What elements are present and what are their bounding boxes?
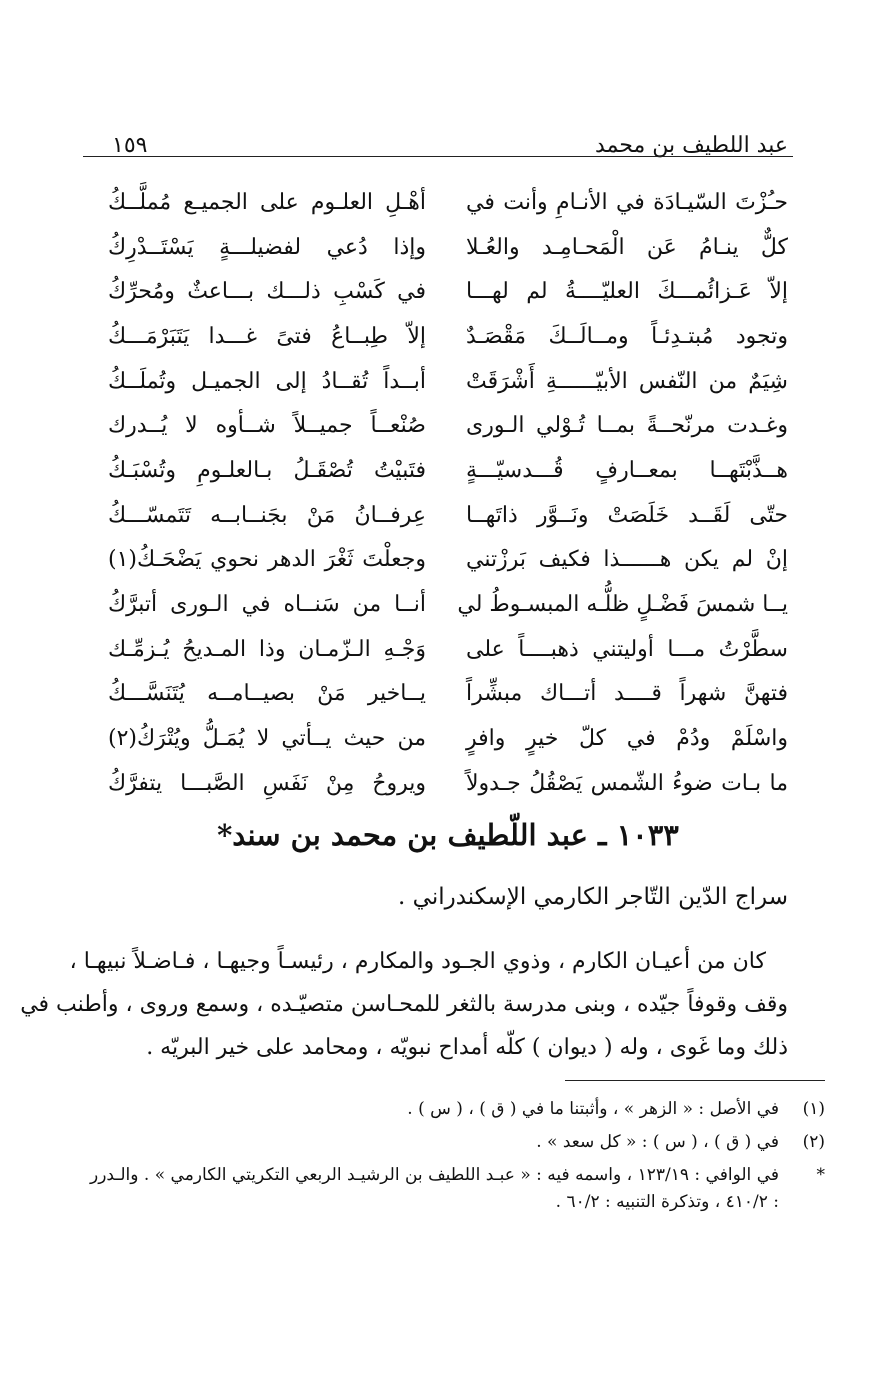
verse-second-hemistich: في كَسْبِ ذلـــك بـــاعثٌ ومُحرِّكُ [108,279,426,305]
verse [108,180,788,225]
verse-first-hemistich: فتهنَّ شهراً قــــد أتـــاك مبشِّراً [466,681,788,707]
verse-first-hemistich: إلاّ عَـزائُمـــكَ العليّــــةُ لم لهـــا [466,279,788,305]
header-rule [83,156,793,157]
verse-first-hemistich: وغـدت مرنّحــةً بمــا تُـوْلي الـورى [466,413,788,439]
verse [108,448,788,493]
footnote [90,1162,825,1216]
biography-body [20,940,788,1069]
verse-first-hemistich: وتجود مُبتـدِئـاً ومــالَــكَ مَقْصَـدٌ [466,323,788,349]
verse-second-hemistich: وَجْـهِ الـزّمـان وذا المـديحُ يُـزمِّـك [108,636,426,662]
footnote-rule [565,1080,825,1081]
verse-first-hemistich: ما بـات ضوءُ الشّمس يَصْقُلُ جـدولاً [466,770,788,796]
verse-second-hemistich: إلاّ طِبــاعُ فتىً غـــدا يَتَبَرْمَـــكُ [108,323,426,349]
verse-first-hemistich: حتّى لَقَــد خَلَصَتْ ونَــوَّر ذاتَهــا [466,502,788,528]
verse [108,672,788,717]
verse-second-hemistich: وجعلْتَ ثَغْرَ الدهر نحوي يَضْحَـكُ(١) [108,547,426,573]
verse [108,269,788,314]
biography-line: وقف وقوفاً جيّده ، وبنى مدرسة بالثغر للمحـاسن متصيّـده ، وسمع وروى ، وأطنب في [20,992,788,1017]
verse-first-hemistich: يــا شمسَ فَضْـلٍ ظلُّـه المبسـوطُ لي [457,592,788,618]
biography-line: كان من أعيـان الكارم ، وذوي الجـود والمكارم ، رئيسـاً وجيهـا ، فـاضـلاً نبيهـا ، [69,949,766,974]
footnote-text: في الوافي : ١٢٣/١٩ ، واسمه فيه : « عبـد اللطيف بن الرشيـد الربعي التكريتي الكارمي » . والـدرر : ٤١٠/٢ ، وتذكرة التنبيه : ٦٠/٢ . [90,1165,779,1212]
verse [108,314,788,359]
biography-line: ذلك وما غَوى ، وله ( ديوان ) كلّه أمداح نبويّه ، ومحامد على خير البريّه . [146,1035,788,1060]
verse-second-hemistich: ويروحُ مِنْ نَفَسِ الصَّبـــا يتفرَّكُ [108,770,426,796]
running-title: عبد اللطيف بن محمد [595,133,788,158]
verse-second-hemistich: صُنْعــاً جميــلاً شــأوه لا يُــدرك [108,413,426,439]
verse-second-hemistich: أنــا من سَنــاه في الـورى أتبرَّكُ [108,592,426,618]
footnote-text: في الأصل : « الزهر » ، وأثبتنا ما في ( ق ) ، ( س ) . [407,1099,779,1119]
verse [108,359,788,404]
verse [108,716,788,761]
footnote-text: في ( ق ) ، ( س ) : « كل سعد » . [536,1132,779,1152]
verse-first-hemistich: هــذَّبْتَهــا بمعــارفٍ قُـــدسيّـــةٍ [466,457,788,483]
footnote [90,1096,825,1123]
verse-second-hemistich: أهْـلِ العلـوم على الجميـع مُملَّــكُ [108,189,426,215]
verse-second-hemistich: أبــداً تُقــادُ إلى الجميـل وتُملَــكُ [108,368,426,394]
verse-first-hemistich: سطَّرْتُ مـــا أوليتني ذهبــــاً على [466,636,788,662]
footnote-mark: * [816,1165,825,1185]
verse-first-hemistich: شِيَمٌ من النّفس الأبيّــــــةِ أَشْرَقَتْ [466,368,788,394]
verse [108,538,788,583]
verse-second-hemistich: يــاخير مَنْ بصيــامــه يُتَنَسَّـــكُ [108,681,426,707]
running-header [112,118,788,158]
verse-second-hemistich: وإذا دُعي لفضيلـــةٍ يَسْتَــدْرِكُ [108,234,426,260]
page-number: ١٥٩ [112,133,148,158]
footnote-mark: (٢) [802,1132,825,1152]
footnotes [90,1096,825,1222]
verse [108,403,788,448]
verse-first-hemistich: إنْ لم يكن هــــــذا فكيف بَرزْتني [466,547,788,573]
verse-second-hemistich: عِرفــانُ مَنْ بجَنــابــه تَتَمسّـــكُ [108,502,426,528]
biography-title: ١٠٣٣ ـ عبد اللّطيف بن محمد بن سند* [217,818,679,852]
verse [108,627,788,672]
verse [108,761,788,806]
poem [108,180,788,806]
biography-subtitle: سراج الدّين التّاجر الكارمي الإسكندراني . [398,884,788,910]
verse [108,582,788,627]
verse [108,493,788,538]
footnote [90,1129,825,1156]
verse-second-hemistich: من حيث يــأتي لا يُمَـلُّ ويُتْرَكُ(٢) [108,726,426,752]
verse-first-hemistich: حـُزْتَ السّيـادَة في الأنـامِ وأنت في [466,189,788,215]
verse [108,225,788,270]
verse-first-hemistich: كلٌّ ينـامُ عَن الْمَحـامِـد والعُـلا [466,234,788,260]
verse-second-hemistich: فتَبيْتُ تُصْقَـلُ بـالعلـومِ وتُسْبَـكُ [108,457,426,483]
footnote-mark: (١) [802,1099,825,1119]
verse-first-hemistich: واسْلَمْ ودُمْ في كلّ خيرٍ وافرٍ [466,726,788,752]
